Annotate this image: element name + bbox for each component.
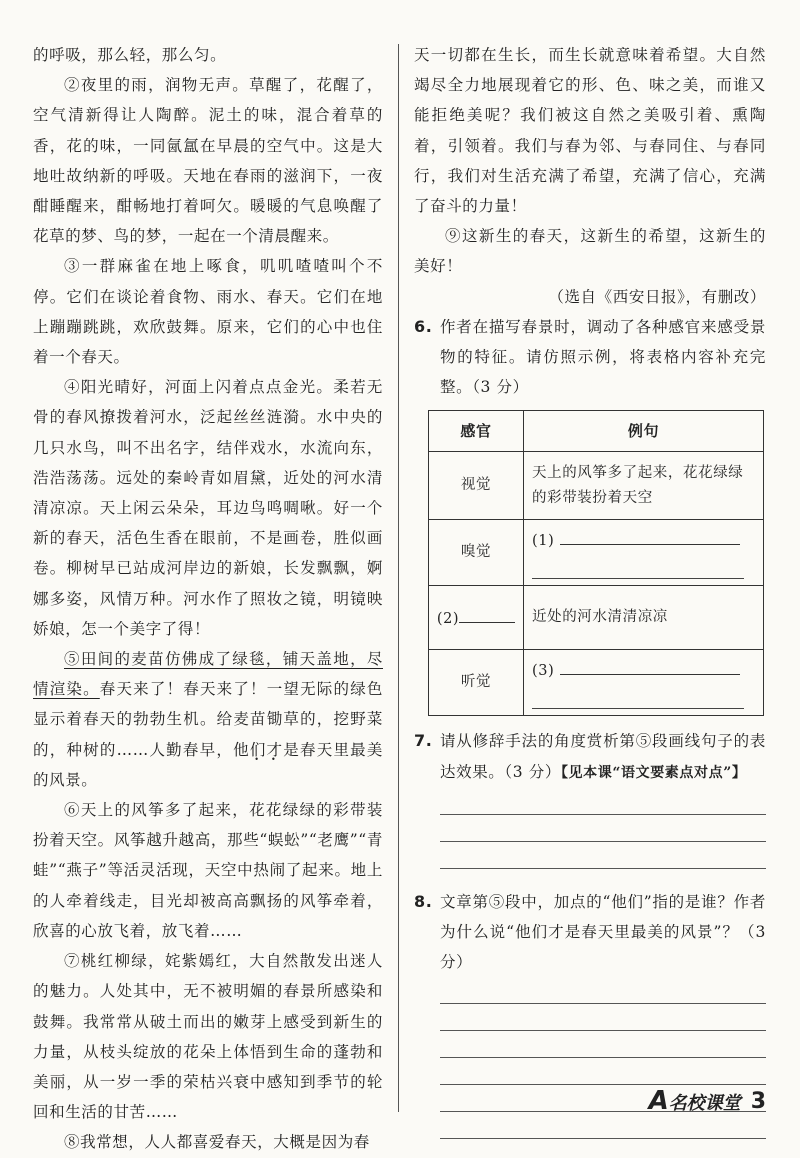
question-8-text: 文章第⑤段中，加点的“他们”指的是谁？作者为什么说“他们才是春天里最美的风景”？（3 分） bbox=[440, 892, 766, 972]
question-7-number: 7. bbox=[414, 731, 433, 751]
question-6-number: 6. bbox=[414, 316, 433, 336]
page-footer bbox=[649, 1086, 766, 1116]
dotted-char: 们 bbox=[249, 740, 267, 759]
paragraph-1-end: 的呼吸，那么轻，那么匀。 bbox=[33, 46, 227, 64]
paragraph-7: ⑦桃红柳绿，姹紫嫣红，大自然散发出迷人的魅力。人处其中，无不被明媚的春景所感染和鼓舞。我常常从破土而出的嫩芽上感受到新生的力量，从枝头绽放的花朵上体悟到生命的蓬勃和美丽，从一岁一季的荣枯兴衰中感知到季节的轮回和生活的甘苦…… bbox=[33, 952, 383, 1122]
brand-logo bbox=[649, 1086, 741, 1116]
paragraph-4: ④阳光晴好，河面上闪着点点金光。柔若无骨的春风撩拨着河水，泛起丝丝涟漪。水中央的几只水鸟，叫不出名字，结伴戏水，水流向东，浩浩荡荡。远处的秦岭青如眉黛，近处的河水清清凉凉。天上闲云朵朵，耳边鸟鸣啁啾。好一个新的春天，活色生香在眼前，不是画卷，胜似画卷。柳树早已站成河岸边的新娘，长发飘飘，婀娜多姿，风情万种。河水作了照妆之镜，明镜映娇娘，怎一个美字了得！ bbox=[33, 378, 383, 638]
table-header-row bbox=[429, 411, 764, 452]
dotted-char: 他 bbox=[233, 740, 250, 759]
answer-line-1b[interactable] bbox=[532, 560, 744, 579]
example-cool-water: 近处的河水清清凉凉 bbox=[524, 586, 764, 650]
example-visual: 天上的风筝多了起来，花花绿绿的彩带装扮着天空 bbox=[524, 452, 764, 520]
question-7-reference: 【见本课“语文要素点对点”】 bbox=[560, 764, 747, 781]
paragraph-5 bbox=[33, 644, 383, 795]
column-divider bbox=[398, 44, 399, 1112]
answer-line-3b[interactable] bbox=[532, 690, 744, 709]
paragraph-6: ⑥天上的风筝多了起来，花花绿绿的彩带装扮着天空。风筝越升越高，那些“蜈蚣”“老鹰”“青蛙”“燕子”等活灵活现，天空中热闹了起来。地上的人牵着线走，目光却被高高飘扬的风筝牵着，欣喜的心放飞着，放飞着…… bbox=[33, 801, 383, 940]
question-6 bbox=[414, 312, 766, 403]
table-row bbox=[429, 520, 764, 586]
paragraph-5-body: 春天来了！春天来了！一望无际的绿色显示着春天的勃勃生机。给麦苗锄草的，挖野菜的，种树的……人勤春早， bbox=[33, 680, 383, 759]
dotted-word-tamen bbox=[233, 741, 266, 759]
paragraph-5-tail: 才是春天里最美的风景。 bbox=[33, 740, 383, 789]
sense-blank-cell bbox=[429, 586, 524, 650]
underlined-sentence: ⑤田间的麦苗仿佛成了绿毯，铺天盖地，尽情渲染。 bbox=[33, 650, 383, 699]
article-source: （选自《西安日报》，有删改） bbox=[548, 287, 766, 306]
left-column bbox=[33, 40, 383, 1158]
answer-line[interactable] bbox=[440, 788, 766, 815]
senses-table bbox=[428, 410, 764, 716]
sense-hearing: 听觉 bbox=[429, 650, 524, 716]
answer-line[interactable] bbox=[440, 1004, 766, 1031]
question-7-answer-area bbox=[440, 788, 766, 869]
answer-line[interactable] bbox=[440, 1031, 766, 1058]
page-number: 3 bbox=[750, 1088, 766, 1114]
answer-blank-1[interactable] bbox=[560, 526, 740, 545]
paragraph-3: ③一群麻雀在地上啄食，叽叽喳喳叫个不停。它们在谈论着食物、雨水、春天。它们在地上蹦蹦跳跳，欢欣鼓舞。原来，它们的心中也住着一个春天。 bbox=[33, 257, 383, 367]
table-row bbox=[429, 452, 764, 520]
sense-smell: 嗅觉 bbox=[429, 520, 524, 586]
answer-blank-2[interactable] bbox=[459, 604, 515, 623]
answer-blank-3[interactable] bbox=[560, 656, 740, 675]
brand-name: 名校课堂 bbox=[668, 1093, 741, 1114]
header-example: 例句 bbox=[524, 411, 764, 452]
question-7 bbox=[414, 726, 766, 787]
question-6-text: 作者在描写春景时，调动了各种感官来感受景物的特征。请仿照示例，将表格内容补充完整。（3 分） bbox=[440, 317, 766, 397]
question-7-prompt: 请从修辞手法的角度赏析第⑤段画线句子的表达效果。（3 分） bbox=[440, 732, 766, 781]
question-7-text bbox=[440, 726, 766, 787]
paragraph-9: ⑨这新生的春天，这新生的希望，这新生的美好！ bbox=[414, 227, 766, 276]
answer-line[interactable] bbox=[440, 815, 766, 842]
answer-line[interactable] bbox=[440, 1112, 766, 1139]
blank-label-3: (3) bbox=[532, 663, 555, 680]
answer-line[interactable] bbox=[440, 977, 766, 1004]
answer-line[interactable] bbox=[440, 1058, 766, 1085]
right-column bbox=[414, 40, 766, 1139]
question-8 bbox=[414, 887, 766, 978]
header-sense: 感官 bbox=[429, 411, 524, 452]
paragraph-8-end: 天一切都在生长，而生长就意味着希望。大自然竭尽全力地展现着它的形、色、味之美，而谁又能拒绝美呢？我们被这自然之美吸引着、熏陶着，引领着。我们与春为邻、与春同住、与春同行，我们对生活充满了希望，充满了信心，充满了奋斗的力量！ bbox=[414, 46, 766, 216]
example-hearing-cell bbox=[524, 650, 764, 716]
paragraph-8-start: ⑧我常想，人人都喜爱春天，大概是因为春 bbox=[64, 1133, 370, 1152]
question-8-number: 8. bbox=[414, 891, 433, 911]
table-row bbox=[429, 586, 764, 650]
sense-visual: 视觉 bbox=[429, 452, 524, 520]
blank-label-1: (1) bbox=[532, 533, 555, 550]
blank-label-2: (2) bbox=[436, 610, 460, 627]
answer-line[interactable] bbox=[440, 842, 766, 869]
brand-letter: A bbox=[648, 1086, 669, 1116]
example-smell-cell bbox=[524, 520, 764, 586]
table-row bbox=[429, 650, 764, 716]
paragraph-2: ②夜里的雨，润物无声。草醒了，花醒了，空气清新得让人陶醉。泥土的味，混合着草的香，花的味，一同氤氲在早晨的空气中。这是大地吐故纳新的呼吸。天地在春雨的滋润下，一夜酣睡醒来，酣畅地打着呵欠。暖暖的气息唤醒了花草的梦、鸟的梦，一起在一个清晨醒来。 bbox=[33, 76, 383, 246]
